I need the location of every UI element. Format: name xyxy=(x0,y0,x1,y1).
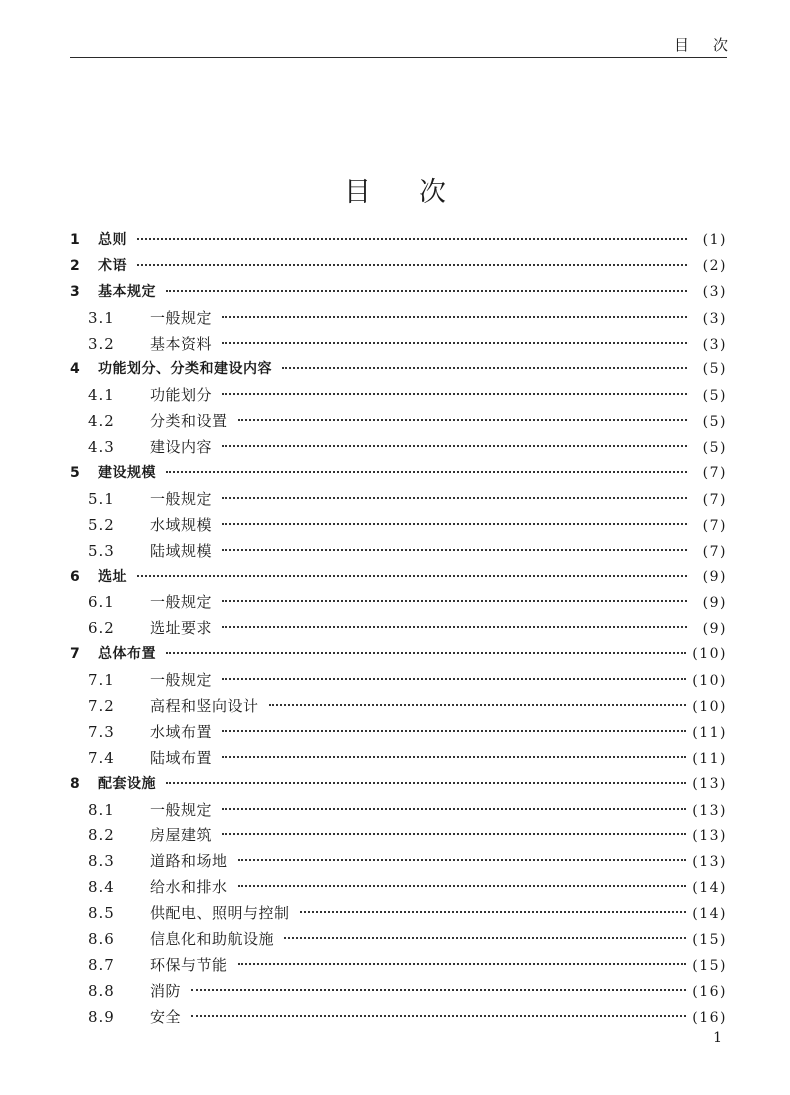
toc-section-row[interactable] xyxy=(70,694,727,720)
toc-entry-number: 3.2 xyxy=(88,334,115,353)
toc-dot-leader xyxy=(222,808,686,810)
toc-entry-title: 环保与节能 xyxy=(150,955,228,974)
toc-entry-title: 水域布置 xyxy=(150,722,213,741)
header-rule xyxy=(70,57,727,58)
toc-entry-number: 5.3 xyxy=(88,541,115,560)
toc-entry-number: 5.1 xyxy=(88,489,115,508)
toc-section-row[interactable] xyxy=(70,823,727,849)
toc-dot-leader xyxy=(137,264,687,266)
toc-dot-leader xyxy=(238,419,687,421)
toc-entry-page: (11) xyxy=(692,750,727,767)
toc-section-row[interactable] xyxy=(70,953,727,979)
toc-entry-title: 安全 xyxy=(150,1007,182,1026)
toc-section-row[interactable] xyxy=(70,979,727,1005)
toc-entry-title: 一般规定 xyxy=(150,593,213,612)
toc-chapter-row[interactable] xyxy=(70,357,727,383)
page-title: 目次 xyxy=(344,177,494,208)
toc-entry-number: 2 xyxy=(70,257,80,274)
toc-entry-title: 一般规定 xyxy=(150,671,213,690)
toc-dot-leader xyxy=(282,367,687,369)
toc-entry-title: 一般规定 xyxy=(150,800,213,819)
toc-entry-number: 7.1 xyxy=(88,671,115,690)
toc-section-row[interactable] xyxy=(70,435,727,461)
toc-entry-page: (14) xyxy=(692,880,727,897)
toc-entry-number: 8.9 xyxy=(88,1007,115,1026)
toc-section-row[interactable] xyxy=(70,798,727,824)
toc-section-row[interactable] xyxy=(70,720,727,746)
toc-dot-leader xyxy=(222,549,687,551)
toc-dot-leader xyxy=(137,575,687,577)
toc-entry-page: (10) xyxy=(692,699,727,716)
toc-dot-leader xyxy=(269,704,687,706)
toc-dot-leader xyxy=(238,963,687,965)
toc-section-row[interactable] xyxy=(70,409,727,435)
toc-entry-title: 基本资料 xyxy=(150,334,213,353)
toc-entry-title: 功能划分 xyxy=(150,386,213,405)
toc-section-row[interactable] xyxy=(70,616,727,642)
toc-entry-number: 7.2 xyxy=(88,697,115,716)
toc-dot-leader xyxy=(222,626,687,628)
toc-entry-title: 选址要求 xyxy=(150,619,213,638)
toc-dot-leader xyxy=(191,989,686,991)
toc-dot-leader xyxy=(222,445,687,447)
toc-entry-page: (9) xyxy=(702,621,727,638)
toc-entry-page: (9) xyxy=(702,568,727,585)
toc-chapter-row[interactable] xyxy=(70,228,727,254)
toc-dot-leader xyxy=(191,1015,686,1017)
toc-entry-page: (7) xyxy=(702,491,727,508)
toc-section-row[interactable] xyxy=(70,383,727,409)
toc-dot-leader xyxy=(166,652,686,654)
toc-entry-page: (13) xyxy=(692,828,727,845)
toc-entry-title: 水域规模 xyxy=(150,515,213,534)
toc-entry-title: 功能划分、分类和建设内容 xyxy=(98,361,272,378)
toc-entry-number: 4.1 xyxy=(88,386,115,405)
toc-entry-page: (3) xyxy=(702,310,727,327)
toc-entry-title: 建设内容 xyxy=(150,438,213,457)
toc-dot-leader xyxy=(222,730,686,732)
toc-entry-title: 陆域规模 xyxy=(150,541,213,560)
toc-entry-title: 总则 xyxy=(98,232,127,248)
toc-entry-number: 8.7 xyxy=(88,955,115,974)
toc-entry-page: (3) xyxy=(702,283,727,300)
toc-entry-page: (10) xyxy=(692,673,727,690)
running-header: 目次 xyxy=(673,36,752,54)
toc-chapter-row[interactable] xyxy=(70,642,727,668)
toc-chapter-row[interactable] xyxy=(70,772,727,798)
toc-entry-number: 5.2 xyxy=(88,515,115,534)
toc-entry-number: 8.1 xyxy=(88,800,115,819)
toc-entry-page: (10) xyxy=(692,646,727,663)
toc-entry-page: (11) xyxy=(692,724,727,741)
toc-entry-title: 建设规模 xyxy=(98,465,156,482)
page-number: 1 xyxy=(713,1030,722,1046)
toc-section-row[interactable] xyxy=(70,332,727,358)
toc-dot-leader xyxy=(166,290,687,292)
toc-dot-leader xyxy=(166,471,687,473)
toc-section-row[interactable] xyxy=(70,849,727,875)
toc-entry-page: (5) xyxy=(702,388,727,405)
toc-dot-leader xyxy=(137,238,687,240)
toc-entry-page: (7) xyxy=(702,517,727,534)
toc-entry-number: 8 xyxy=(70,775,80,792)
toc-entry-page: (13) xyxy=(692,802,727,819)
toc-entry-page: (13) xyxy=(692,775,727,792)
table-of-contents xyxy=(70,228,727,1031)
toc-entry-title: 信息化和助航设施 xyxy=(150,930,275,949)
toc-entry-number: 7.4 xyxy=(88,748,115,767)
toc-entry-number: 8.6 xyxy=(88,930,115,949)
toc-chapter-row[interactable] xyxy=(70,280,727,306)
toc-entry-page: (7) xyxy=(702,543,727,560)
toc-dot-leader xyxy=(284,937,686,939)
toc-entry-title: 高程和竖向设计 xyxy=(150,697,259,716)
toc-entry-title: 分类和设置 xyxy=(150,412,228,431)
toc-dot-leader xyxy=(222,833,686,835)
toc-chapter-row[interactable] xyxy=(70,565,727,591)
toc-entry-title: 一般规定 xyxy=(150,489,213,508)
toc-entry-title: 陆域布置 xyxy=(150,748,213,767)
toc-entry-number: 4.3 xyxy=(88,438,115,457)
toc-section-row[interactable] xyxy=(70,513,727,539)
toc-entry-page: (15) xyxy=(692,932,727,949)
toc-entry-number: 1 xyxy=(70,232,80,248)
toc-section-row[interactable] xyxy=(70,927,727,953)
toc-entry-number: 3 xyxy=(70,283,80,300)
toc-entry-page: (5) xyxy=(702,414,727,431)
toc-entry-title: 总体布置 xyxy=(98,646,156,663)
toc-entry-page: (5) xyxy=(702,440,727,457)
toc-section-row[interactable] xyxy=(70,306,727,332)
toc-entry-title: 消防 xyxy=(150,981,182,1000)
toc-section-row[interactable] xyxy=(70,539,727,565)
toc-entry-number: 5 xyxy=(70,465,80,482)
toc-section-row[interactable] xyxy=(70,668,727,694)
toc-section-row[interactable] xyxy=(70,487,727,513)
toc-entry-title: 术语 xyxy=(98,257,127,274)
toc-dot-leader xyxy=(238,885,687,887)
toc-dot-leader xyxy=(300,911,687,913)
toc-entry-number: 8.8 xyxy=(88,981,115,1000)
toc-entry-number: 4.2 xyxy=(88,412,115,431)
toc-entry-page: (7) xyxy=(702,465,727,482)
toc-entry-title: 房屋建筑 xyxy=(150,826,213,845)
toc-entry-title: 基本规定 xyxy=(98,283,156,300)
toc-dot-leader xyxy=(222,393,687,395)
toc-entry-page: (16) xyxy=(692,1009,727,1026)
toc-section-row[interactable] xyxy=(70,746,727,772)
toc-dot-leader xyxy=(166,782,686,784)
toc-entry-title: 选址 xyxy=(98,568,127,585)
toc-dot-leader xyxy=(222,342,687,344)
toc-entry-page: (1) xyxy=(702,232,727,248)
toc-chapter-row[interactable] xyxy=(70,461,727,487)
toc-entry-page: (9) xyxy=(702,595,727,612)
toc-entry-page: (16) xyxy=(692,983,727,1000)
toc-entry-number: 3.1 xyxy=(88,308,115,327)
toc-entry-number: 6.1 xyxy=(88,593,115,612)
toc-entry-page: (3) xyxy=(702,336,727,353)
toc-dot-leader xyxy=(222,678,686,680)
toc-dot-leader xyxy=(222,523,687,525)
toc-dot-leader xyxy=(222,497,687,499)
toc-dot-leader xyxy=(238,859,687,861)
toc-section-row[interactable] xyxy=(70,901,727,927)
toc-dot-leader xyxy=(222,756,686,758)
toc-entry-title: 一般规定 xyxy=(150,308,213,327)
toc-entry-number: 7 xyxy=(70,646,80,663)
toc-entry-title: 配套设施 xyxy=(98,775,156,792)
toc-dot-leader xyxy=(222,600,687,602)
toc-section-row[interactable] xyxy=(70,590,727,616)
toc-entry-page: (15) xyxy=(692,957,727,974)
toc-entry-title: 给水和排水 xyxy=(150,878,228,897)
toc-entry-number: 8.2 xyxy=(88,826,115,845)
toc-entry-number: 6.2 xyxy=(88,619,115,638)
toc-entry-number: 6 xyxy=(70,568,80,585)
toc-entry-number: 8.5 xyxy=(88,904,115,923)
toc-entry-page: (13) xyxy=(692,854,727,871)
toc-entry-page: (5) xyxy=(702,361,727,378)
toc-entry-title: 供配电、照明与控制 xyxy=(150,904,290,923)
toc-section-row[interactable] xyxy=(70,1005,727,1031)
toc-entry-number: 8.4 xyxy=(88,878,115,897)
toc-chapter-row[interactable] xyxy=(70,254,727,280)
toc-entry-number: 7.3 xyxy=(88,722,115,741)
toc-dot-leader xyxy=(222,316,687,318)
toc-entry-number: 8.3 xyxy=(88,852,115,871)
toc-entry-title: 道路和场地 xyxy=(150,852,228,871)
toc-section-row[interactable] xyxy=(70,875,727,901)
toc-entry-number: 4 xyxy=(70,361,80,378)
toc-entry-page: (2) xyxy=(702,257,727,274)
toc-entry-page: (14) xyxy=(692,906,727,923)
